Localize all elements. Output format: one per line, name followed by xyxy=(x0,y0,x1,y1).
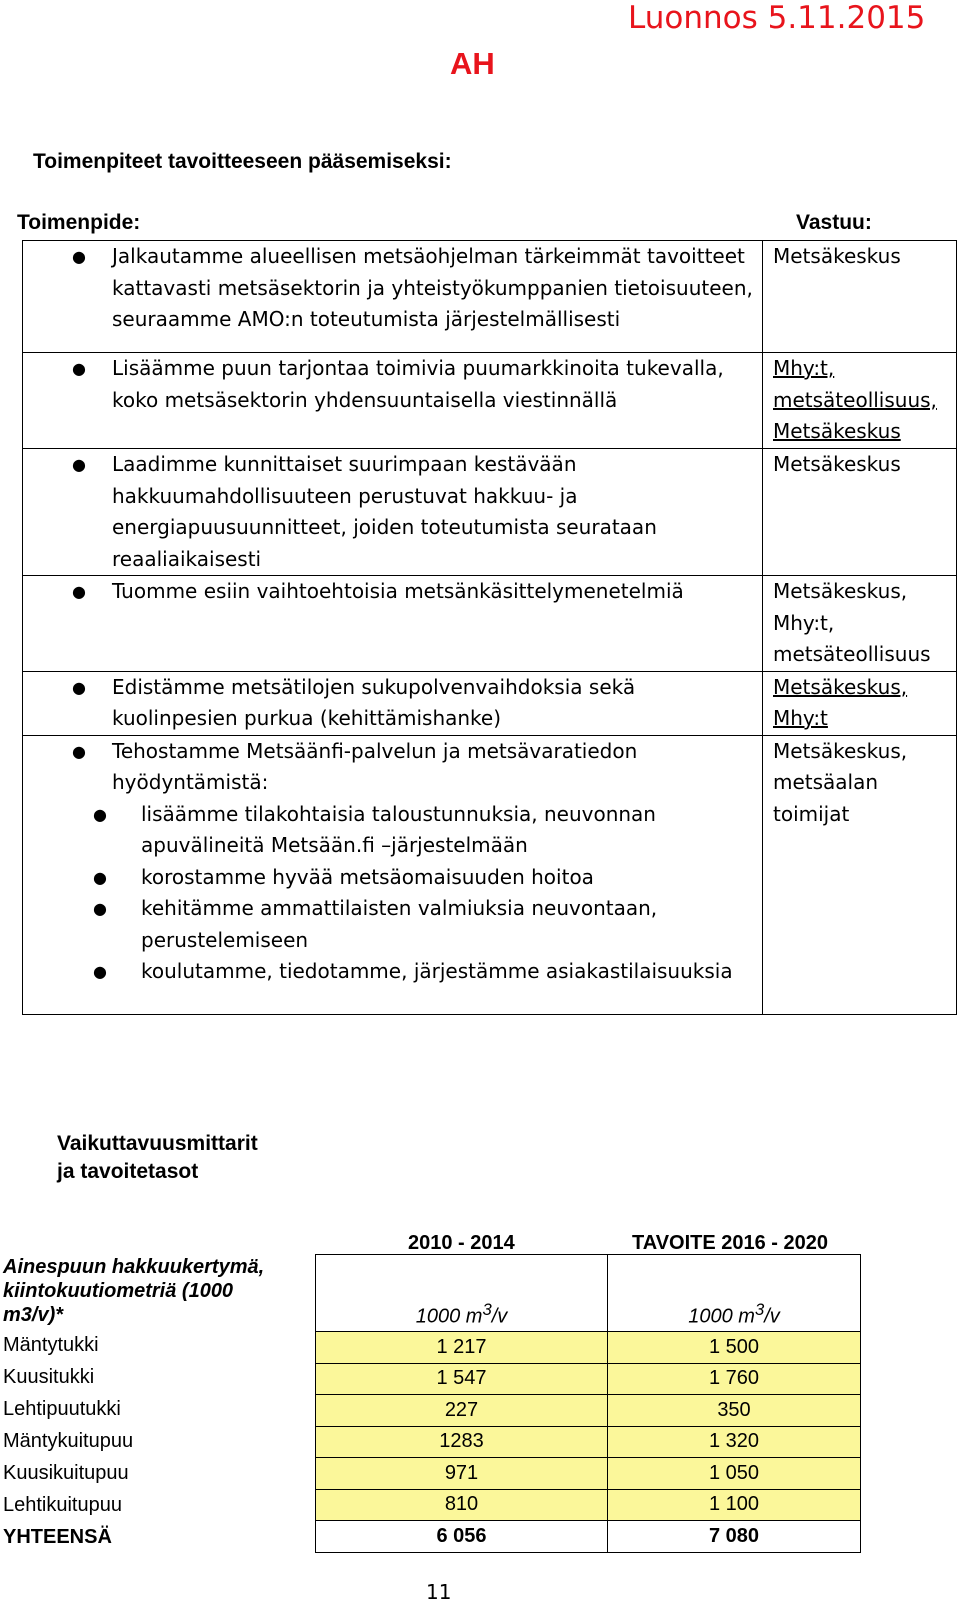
table-row xyxy=(316,1489,861,1521)
bullet-icon: ● xyxy=(72,247,86,266)
metrics-title: Vaikuttavuusmittarit ja tavoitetasot xyxy=(57,1132,258,1183)
page-number: 11 xyxy=(426,1580,452,1604)
row-label: Kuusikuitupuu xyxy=(3,1462,129,1484)
total-row xyxy=(316,1521,861,1553)
responsible-cell: Metsäkeskus xyxy=(763,449,957,576)
baseline-value: 1 217 xyxy=(316,1332,608,1364)
action-item: ● Tuomme esiin vaihtoehtoisia metsänkäsittelymenetelmiä xyxy=(23,576,762,608)
metrics-table xyxy=(315,1254,861,1553)
row-label: Mäntykuitupuu xyxy=(3,1430,134,1452)
baseline-value: 227 xyxy=(316,1395,608,1427)
target-value: 1 760 xyxy=(608,1363,861,1395)
bullet-icon: ● xyxy=(72,359,86,378)
action-row xyxy=(23,671,957,735)
target-value: 1 500 xyxy=(608,1332,861,1364)
responsible-cell: Metsäkeskus, Mhy:t xyxy=(763,671,957,735)
bullet-icon: ● xyxy=(93,867,107,887)
table-row xyxy=(316,1426,861,1458)
draft-date-label: Luonnos 5.11.2015 xyxy=(628,0,926,36)
unit-row xyxy=(316,1255,861,1332)
responsible-cell: Metsäkeskus, Mhy:t, metsäteollisuus xyxy=(763,576,957,672)
baseline-value: 971 xyxy=(316,1458,608,1490)
row-label: Lehtikuitupuu xyxy=(3,1494,122,1516)
metric-description: Ainespuun hakkuukertymä, kiintokuutiometriä (1000 m3/v)* xyxy=(3,1256,265,1326)
action-row xyxy=(23,449,957,576)
action-row xyxy=(23,576,957,672)
row-label: Lehtipuutukki xyxy=(3,1398,121,1420)
section-title: Toimenpiteet tavoitteeseen pääsemiseksi: xyxy=(33,150,452,173)
action-column-header: Toimenpide: xyxy=(17,211,141,234)
table-row xyxy=(316,1458,861,1490)
responsible-cell: Metsäkeskus, metsäalan toimijat xyxy=(763,735,957,1014)
responsible-cell: Metsäkeskus xyxy=(763,241,957,353)
target-value: 350 xyxy=(608,1395,861,1427)
unit-cell: 1000 $m^3/v$ xyxy=(608,1255,861,1332)
table-row xyxy=(316,1395,861,1427)
baseline-value: 1283 xyxy=(316,1426,608,1458)
bullet-icon: ● xyxy=(72,582,86,601)
unit-cell: 1000 $m^3/v$ xyxy=(316,1255,608,1332)
target-value: 1 050 xyxy=(608,1458,861,1490)
bullet-icon: ● xyxy=(72,455,86,474)
period-target-header: TAVOITE 2016 - 2020 xyxy=(632,1232,829,1254)
action-row xyxy=(23,735,957,1014)
sub-action-item: ● korostamme hyvää metsäomaisuuden hoitoa xyxy=(112,862,758,894)
baseline-total: 6 056 xyxy=(316,1521,608,1553)
target-value: 1 100 xyxy=(608,1489,861,1521)
bullet-icon: ● xyxy=(72,677,86,697)
action-item: ● Edistämme metsätilojen sukupolvenvaihdoksia sekä kuolinpesien purkua (kehittämishanke) xyxy=(23,672,762,735)
target-total: 7 080 xyxy=(608,1521,861,1553)
bullet-icon: ● xyxy=(72,741,86,761)
baseline-value: 810 xyxy=(316,1489,608,1521)
responsible-column-header: Vastuu: xyxy=(796,211,872,234)
row-label: Kuusitukki xyxy=(3,1366,95,1388)
row-label: Mäntytukki xyxy=(3,1334,99,1356)
target-value: 1 320 xyxy=(608,1426,861,1458)
sub-action-item: ● lisäämme tilakohtaisia taloustunnuksia, neuvonnan apuvälineitä Metsään.fi –järjestelmään xyxy=(112,799,758,862)
action-row xyxy=(23,241,957,353)
bullet-icon: ● xyxy=(93,962,107,981)
period-baseline-header: 2010 - 2014 xyxy=(408,1232,515,1254)
row-labels xyxy=(3,1329,133,1553)
bullet-icon: ● xyxy=(93,899,107,918)
table-row xyxy=(316,1363,861,1395)
total-label: YHTEENSÄ xyxy=(3,1526,112,1548)
baseline-value: 1 547 xyxy=(316,1363,608,1395)
action-item: ● Jalkautamme alueellisen metsäohjelman tärkeimmät tavoitteet kattavasti metsäsektorin ja yhteistyökumppanien tietoisuuteen, seuraamme AMO:n toteutumista järjestelmällisesti xyxy=(23,241,762,336)
table-row xyxy=(316,1332,861,1364)
actions-table xyxy=(22,240,957,1015)
bullet-icon: ● xyxy=(93,804,107,824)
action-item: ● Laadimme kunnittaiset suurimpaan kestävään hakkuumahdollisuuteen perustuvat hakkuu- ja energiapuusuunnitteet, joiden toteutumista seurataan reaaliaikaisesti xyxy=(23,449,762,575)
action-row xyxy=(23,353,957,449)
action-item: ● Lisäämme puun tarjontaa toimivia puumarkkinoita tukevalla, koko metsäsektorin yhdensuuntaisella viestinnällä xyxy=(23,353,762,416)
sub-action-item: ● kehitämme ammattilaisten valmiuksia neuvontaan, perustelemiseen xyxy=(112,893,758,956)
responsible-cell: Mhy:t, metsäteollisuus, Metsäkeskus xyxy=(763,353,957,449)
sub-action-item: ● koulutamme, tiedotamme, järjestämme asiakastilaisuuksia xyxy=(112,956,758,988)
author-tag: AH xyxy=(450,46,495,81)
action-item: ● Tehostamme Metsäänfi-palvelun ja metsävaratiedon hyödyntämistä: ● lisäämme tilakohtaisia taloustunnuksia, neuvonnan apuvälineitä Metsään.fi –järjestelmään ● korostamme hyvää metsäomaisuuden hoitoa ● kehitämme ammattilaisten valmiuksia neuvontaan, perustelemiseen ● koulutamme, tiedotamme, järjestämme asiakastilaisuuksia xyxy=(23,736,762,988)
